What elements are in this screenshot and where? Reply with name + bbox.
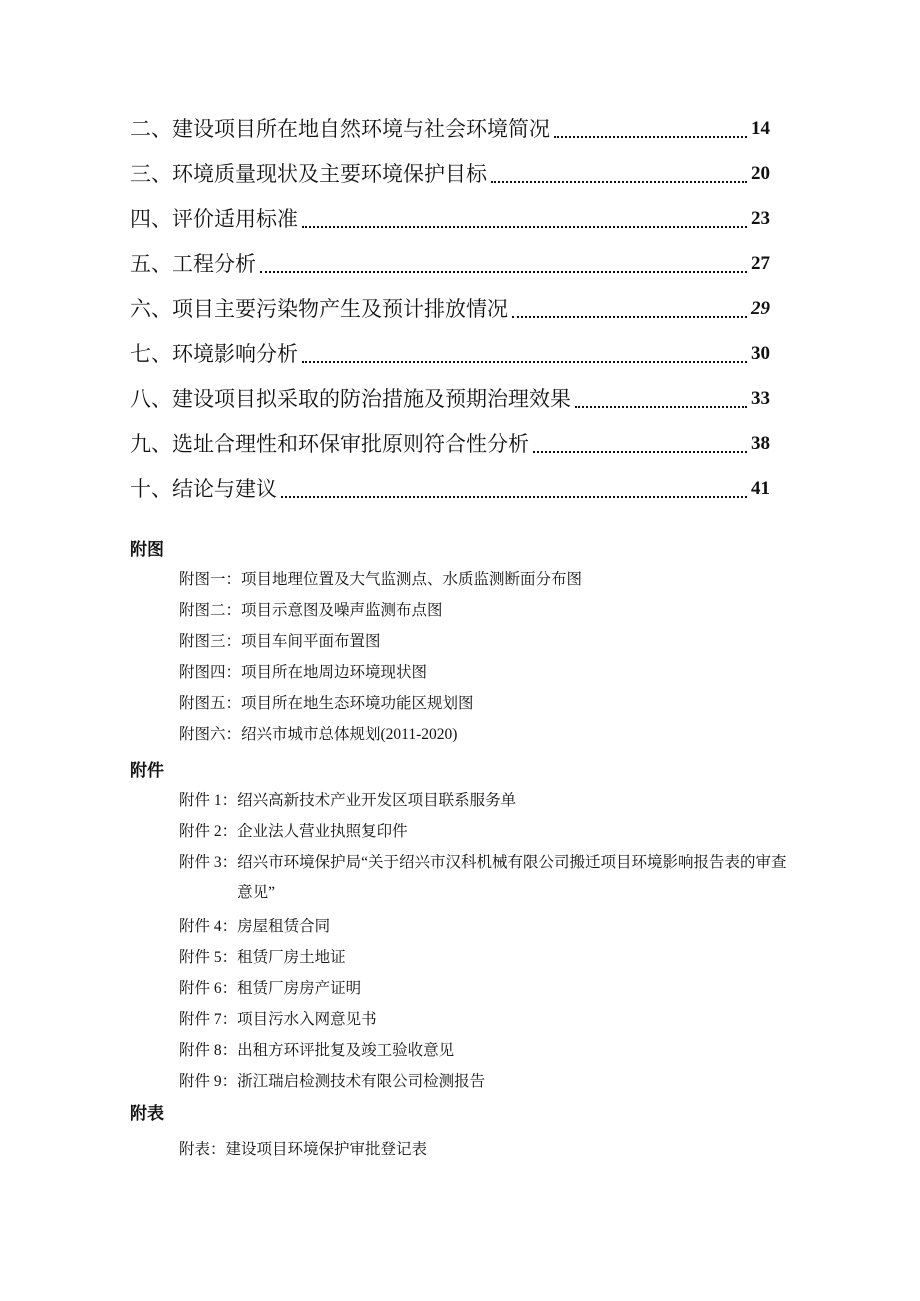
figures-title: 附图 — [130, 540, 164, 560]
figure-item-text: 项目示意图及噪声监测布点图 — [241, 602, 443, 619]
table-item-text: 建设项目环境保护审批登记表 — [225, 1141, 428, 1158]
toc-entry-label: 七、环境影响分析 — [130, 341, 298, 366]
attachment-item — [179, 1005, 810, 1036]
attachments-title: 附件 — [130, 761, 164, 781]
attachment-item — [179, 848, 791, 908]
attachment-item-prefix: 附件 8： — [179, 1042, 238, 1059]
attachment-item-prefix: 附件 7： — [179, 1011, 238, 1028]
attachment-item-text: 房屋租赁合同 — [237, 918, 331, 935]
figure-item-text: 项目所在地周边环境现状图 — [241, 664, 428, 681]
toc-entry[interactable] — [130, 241, 770, 286]
attachment-item — [179, 912, 810, 943]
dot-leader — [575, 385, 747, 413]
attachment-item-text: 租赁厂房土地证 — [237, 949, 346, 966]
figure-item-text: 项目车间平面布置图 — [241, 633, 381, 650]
toc-entry[interactable] — [130, 196, 770, 241]
figure-item-prefix: 附图六： — [179, 726, 242, 743]
figure-item-text: 项目所在地生态环境功能区规划图 — [241, 695, 474, 712]
figure-item-text: 绍兴市城市总体规划(2011-2020) — [241, 726, 458, 743]
toc-entry[interactable] — [130, 331, 770, 376]
tables-list — [179, 1135, 810, 1166]
attachment-item-text: 绍兴市环境保护局“关于绍兴市汉科机械有限公司搬迁项目环境影响报告表的审查意见” — [237, 854, 787, 901]
toc-entry-page: 20 — [751, 162, 770, 184]
attachment-item — [179, 943, 810, 974]
figure-item — [179, 565, 810, 596]
dot-leader — [491, 160, 747, 188]
figure-item-text: 项目地理位置及大气监测点、水质监测断面分布图 — [241, 571, 583, 588]
figure-item-prefix: 附图三： — [179, 633, 242, 650]
dot-leader — [260, 250, 747, 278]
figure-item — [179, 689, 810, 720]
attachment-item-text: 出租方环评批复及竣工验收意见 — [237, 1042, 455, 1059]
toc-entry-label: 九、选址合理性和环保审批原则符合性分析 — [130, 431, 529, 456]
figure-item — [179, 627, 810, 658]
toc-entry[interactable] — [130, 286, 770, 331]
dot-leader — [302, 340, 747, 368]
toc-entry-label: 六、项目主要污染物产生及预计排放情况 — [130, 296, 508, 321]
attachment-item-text: 企业法人营业执照复印件 — [237, 823, 408, 840]
figures-section — [130, 538, 810, 751]
toc-entry-page: 27 — [751, 252, 770, 274]
attachment-item-prefix: 附件 3： — [179, 854, 238, 871]
toc-entry-page: 38 — [751, 432, 770, 454]
toc-entry[interactable] — [130, 376, 770, 421]
toc-entry[interactable] — [130, 421, 770, 466]
toc-entry-page: 23 — [751, 207, 770, 229]
attachment-item-prefix: 附件 6： — [179, 980, 238, 997]
attachment-item-prefix: 附件 1： — [179, 792, 238, 809]
attachments-list — [179, 786, 810, 1098]
tables-title: 附表 — [130, 1104, 164, 1124]
figure-item-prefix: 附图二： — [179, 602, 242, 619]
figure-item — [179, 720, 810, 751]
attachment-item-text: 租赁厂房房产证明 — [237, 980, 362, 997]
attachment-item-text: 项目污水入网意见书 — [237, 1011, 377, 1028]
toc-entry[interactable] — [130, 466, 770, 511]
toc-entry-label: 十、结论与建议 — [130, 476, 277, 501]
dot-leader — [533, 430, 747, 458]
attachment-item-text: 绍兴高新技术产业开发区项目联系服务单 — [237, 792, 517, 809]
figure-item — [179, 658, 810, 689]
attachments-section — [130, 759, 810, 1098]
table-item-prefix: 附表： — [179, 1141, 226, 1158]
attachment-item — [179, 1036, 810, 1067]
figure-item — [179, 596, 810, 627]
attachment-item-prefix: 附件 9： — [179, 1073, 238, 1090]
toc-entry[interactable] — [130, 106, 770, 151]
toc-entry-label: 三、环境质量现状及主要环境保护目标 — [130, 161, 487, 186]
toc-entry-page: 14 — [751, 117, 770, 139]
toc-entry[interactable] — [130, 151, 770, 196]
dot-leader — [512, 295, 747, 323]
tables-section — [130, 1102, 810, 1166]
attachment-item — [179, 974, 810, 1005]
attachment-item — [179, 786, 810, 817]
table-item — [179, 1135, 810, 1166]
toc-entry-page: 41 — [751, 477, 770, 499]
dot-leader — [302, 205, 747, 233]
attachment-item-text: 浙江瑞启检测技术有限公司检测报告 — [237, 1073, 486, 1090]
toc-entry-label: 二、建设项目所在地自然环境与社会环境简况 — [130, 116, 550, 141]
toc-entry-page: 30 — [751, 342, 770, 364]
dot-leader — [281, 475, 747, 503]
figure-item-prefix: 附图四： — [179, 664, 242, 681]
figure-item-prefix: 附图五： — [179, 695, 242, 712]
toc-entry-page: 33 — [751, 387, 770, 409]
dot-leader — [554, 115, 747, 143]
attachment-item-prefix: 附件 2： — [179, 823, 238, 840]
attachment-item-prefix: 附件 4： — [179, 918, 238, 935]
attachment-item-prefix: 附件 5： — [179, 949, 238, 966]
attachment-item — [179, 1067, 810, 1098]
figure-item-prefix: 附图一： — [179, 571, 242, 588]
attachment-item — [179, 817, 810, 848]
toc-entry-label: 四、评价适用标准 — [130, 206, 298, 231]
toc-entry-page: 29 — [751, 297, 770, 319]
toc-entry-label: 八、建设项目拟采取的防治措施及预期治理效果 — [130, 386, 571, 411]
table-of-contents — [130, 106, 770, 511]
figures-list — [179, 565, 810, 751]
toc-entry-label: 五、工程分析 — [130, 251, 256, 276]
